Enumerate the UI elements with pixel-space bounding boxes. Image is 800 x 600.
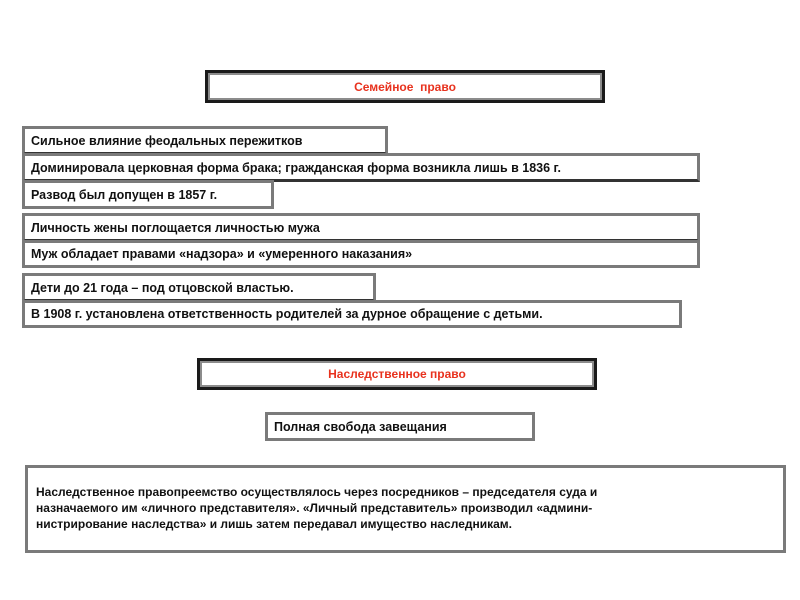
inheritance-item-freedom	[265, 412, 535, 441]
family-item-text: Развод был допущен в 1857 г.	[31, 187, 218, 202]
family-item-divorce	[22, 180, 274, 209]
inheritance-law-title: Наследственное право	[328, 367, 466, 381]
family-item-church-marriage	[22, 153, 700, 182]
family-law-title: Семейное право	[354, 79, 456, 94]
paragraph-line: назначаемого им «личного представителя». «Личный представитель» производил «админи-	[36, 501, 593, 515]
family-item-text: Муж обладает правами «надзора» и «умеренного наказания»	[31, 247, 413, 261]
paragraph-line: Наследственное правопреемство осуществлялось через посредников – председателя суда и	[36, 485, 598, 499]
family-item-text: Дети до 21 года – под отцовской властью.	[31, 280, 294, 295]
family-item-text: Личность жены поглощается личностью мужа	[31, 220, 320, 235]
family-item-text: В 1908 г. установлена ответственность родителей за дурное обращение с детьми.	[31, 307, 543, 321]
paragraph-line: нистрирование наследства» и лишь затем передавал имущество наследникам.	[36, 517, 512, 531]
family-item-husband-rights	[22, 240, 700, 268]
inheritance-law-header	[197, 358, 597, 390]
family-item-wife-personality	[22, 213, 700, 242]
family-item-parent-responsibility	[22, 300, 682, 328]
family-item-text: Сильное влияние феодальных пережитков	[31, 133, 303, 148]
family-item-children-authority	[22, 273, 376, 302]
inheritance-paragraph-box	[25, 465, 786, 553]
inheritance-item-text: Полная свобода завещания	[274, 419, 447, 434]
family-law-header	[205, 70, 605, 103]
family-item-text: Доминировала церковная форма брака; гражданская форма возникла лишь в 1836 г.	[31, 160, 561, 175]
family-item-feudal	[22, 126, 388, 155]
